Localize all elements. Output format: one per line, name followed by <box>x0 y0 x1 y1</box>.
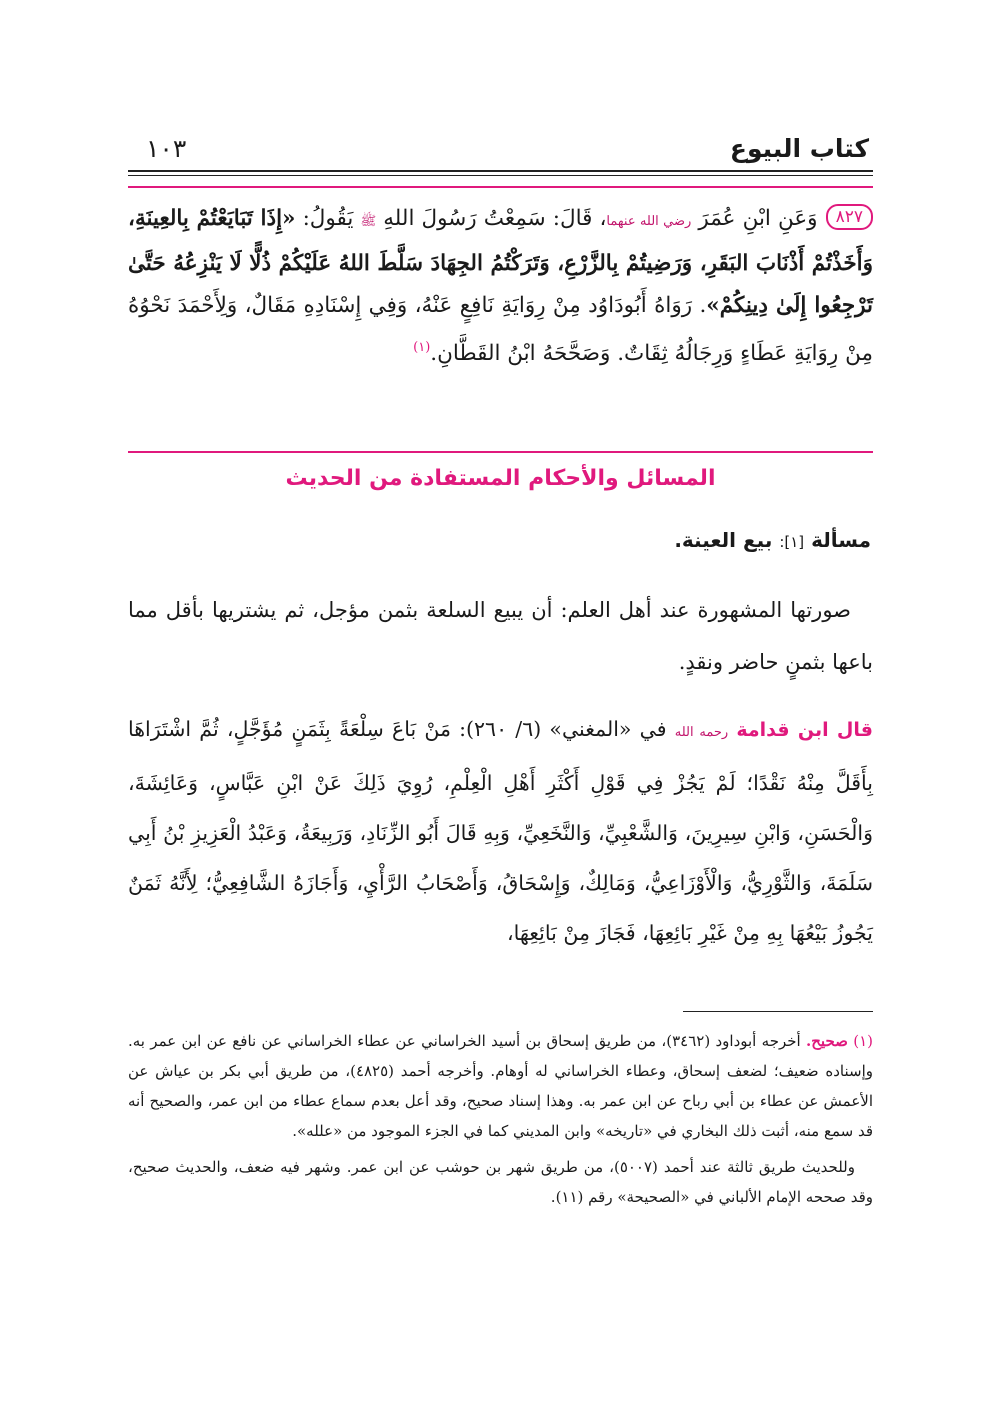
hadith-block <box>128 198 873 375</box>
hadith-said: ، قَالَ: سَمِعْتُ رَسُولَ اللهِ <box>383 206 607 231</box>
quote-source: في «المغني» (٦/ ٢٦٠): <box>459 717 667 741</box>
footnote-separator <box>683 1011 873 1012</box>
hadith-rule-bottom <box>128 451 873 453</box>
footnote-1-label: (١) <box>853 1032 873 1050</box>
prophet-honorific: ﷺ <box>360 214 377 229</box>
quote-author: قال ابن قدامة <box>736 719 873 741</box>
issue-heading <box>674 528 871 552</box>
footnote-1 <box>128 1026 873 1146</box>
issue-title: بيع العينة. <box>674 528 773 552</box>
quote-text: مَنْ بَاعَ سِلْعَةً بِثَمَنٍ مُؤَجَّلٍ، ثُمَّ اشْتَرَاهَا بِأَقَلَّ مِنْهُ نَقْدًا؛ لَمْ يَجُزْ فِي قَوْلِ أَكْثَرِ أَهْلِ الْعِلْمِ، رُوِيَ ذَلِكَ عَنْ ابْنِ عَبَّاسٍ، وَعَائِشَةَ، وَالْحَسَنِ، وَابْنِ سِيرِينَ، وَالشَّعْبِيِّ، وَالنَّخَعِيِّ، وَبِهِ قَالَ أَبُو الزِّنَادِ، وَرَبِيعَةُ، وَعَبْدُ الْعَزِيزِ بْنُ أَبِي سَلَمَةَ، وَالثَّوْرِيُّ، وَالْأَوْزَاعِيُّ، وَمَالِكٌ، وَإِسْحَاقُ، وَأَصْحَابُ الرَّأْيِ، وَأَجَازَهُ الشَّافِعِيُّ؛ لِأَنَّهُ ثَمَنٌ يَجُوزُ بَيْعُهَا بِهِ مِنْ غَيْرِ بَائِعِهَا، فَجَازَ مِنْ بَائِعِهَا، <box>128 717 873 945</box>
header-rule-thick <box>128 170 873 172</box>
issue-number: [١]: <box>779 533 805 551</box>
hadith-says: يَقُولُ: <box>302 206 354 231</box>
hadith-intro: وَعَنِ ابْنِ عُمَرَ <box>698 206 818 231</box>
hadith-takhrij: . رَوَاهُ أَبُودَاوُد مِنْ رِوَايَةِ نَافِعٍ عَنْهُ، وَفِي إِسْنَادِهِ مَقَالٌ، وَلِأَحْمَدَ نَحْوُهُ مِنْ رِوَايَةِ عَطَاءٍ وَرِجَالُهُ ثِقَاتٌ. وَصَحَّحَهُ ابْنُ القَطَّانِ. <box>128 293 873 366</box>
footnote-1-continuation: وللحديث طريق ثالثة عند أحمد (٥٠٠٧)، من طريق شهر بن حوشب عن ابن عمر. وشهر فيه ضعف، والحديث صحيح، وقد صححه الإمام الألباني في «الصحيحة» رقم (١١). <box>128 1158 873 1206</box>
companion-honorific: رضي الله عنهما <box>606 214 692 229</box>
footnote-reference[interactable]: (١) <box>413 340 431 355</box>
footnote-1-text: أخرجه أبوداود (٣٤٦٢)، من طريق إسحاق بن أسيد الخراساني عن عطاء الخراساني عن نافع عن ابن عمر به. وإسناده ضعيف؛ لضعف إسحاق، وعطاء الخراساني له أوهام. وأخرجه أحمد (٤٨٢٥)، من طريق أبي بكر بن عياش عن الأعمش عن عطاء بن أبي رباح عن ابن عمر به. وهذا إسناد صحيح، وقد أعل بعدم سماع عطاء من ابن عمر، والصحيح أنه قد سمع منه، أثبت ذلك البخاري في «تاريخه» وابن المديني كما في الجزء الموجود من «علله». <box>128 1032 873 1140</box>
definition-paragraph: صورتها المشهورة عند أهل العلم: أن يبيع السلعة بثمن مؤجل، ثم يشتريها بأقل مما باعها بثمنٍ حاضر ونقدٍ. <box>128 598 873 674</box>
body-text <box>128 584 873 688</box>
hadith-rule-top <box>128 186 873 188</box>
footnote-1-grade: صحيح. <box>806 1032 848 1050</box>
quote-block <box>128 704 873 958</box>
page <box>128 118 873 1318</box>
book-title: كتاب البيوع <box>729 134 869 163</box>
quote-honorific: رحمه الله <box>674 725 729 740</box>
page-number: ١٠٣ <box>146 134 187 163</box>
header-rule-thin <box>128 175 873 176</box>
page-header <box>128 118 873 170</box>
section-title: المسائل والأحكام المستفادة من الحديث <box>285 466 716 491</box>
hadith-matn: «إِذَا تَبَايَعْتُمْ بِالعِينَةِ، وَأَخَذْتُمْ أَذْنَابَ البَقَرِ، وَرَضِيتُمْ بِالزَّرْعِ، وَتَرَكْتُمُ الجِهَادَ سَلَّطَ اللهُ عَلَيْكُمْ ذُلًّا لَا يَنْزِعُهُ حَتَّىٰ تَرْجِعُوا إِلَىٰ دِينِكُمْ» <box>128 206 874 318</box>
issue-label: مسألة <box>811 528 871 552</box>
footnotes <box>128 1026 873 1218</box>
hadith-number-badge: ٨٢٧ <box>826 204 873 230</box>
